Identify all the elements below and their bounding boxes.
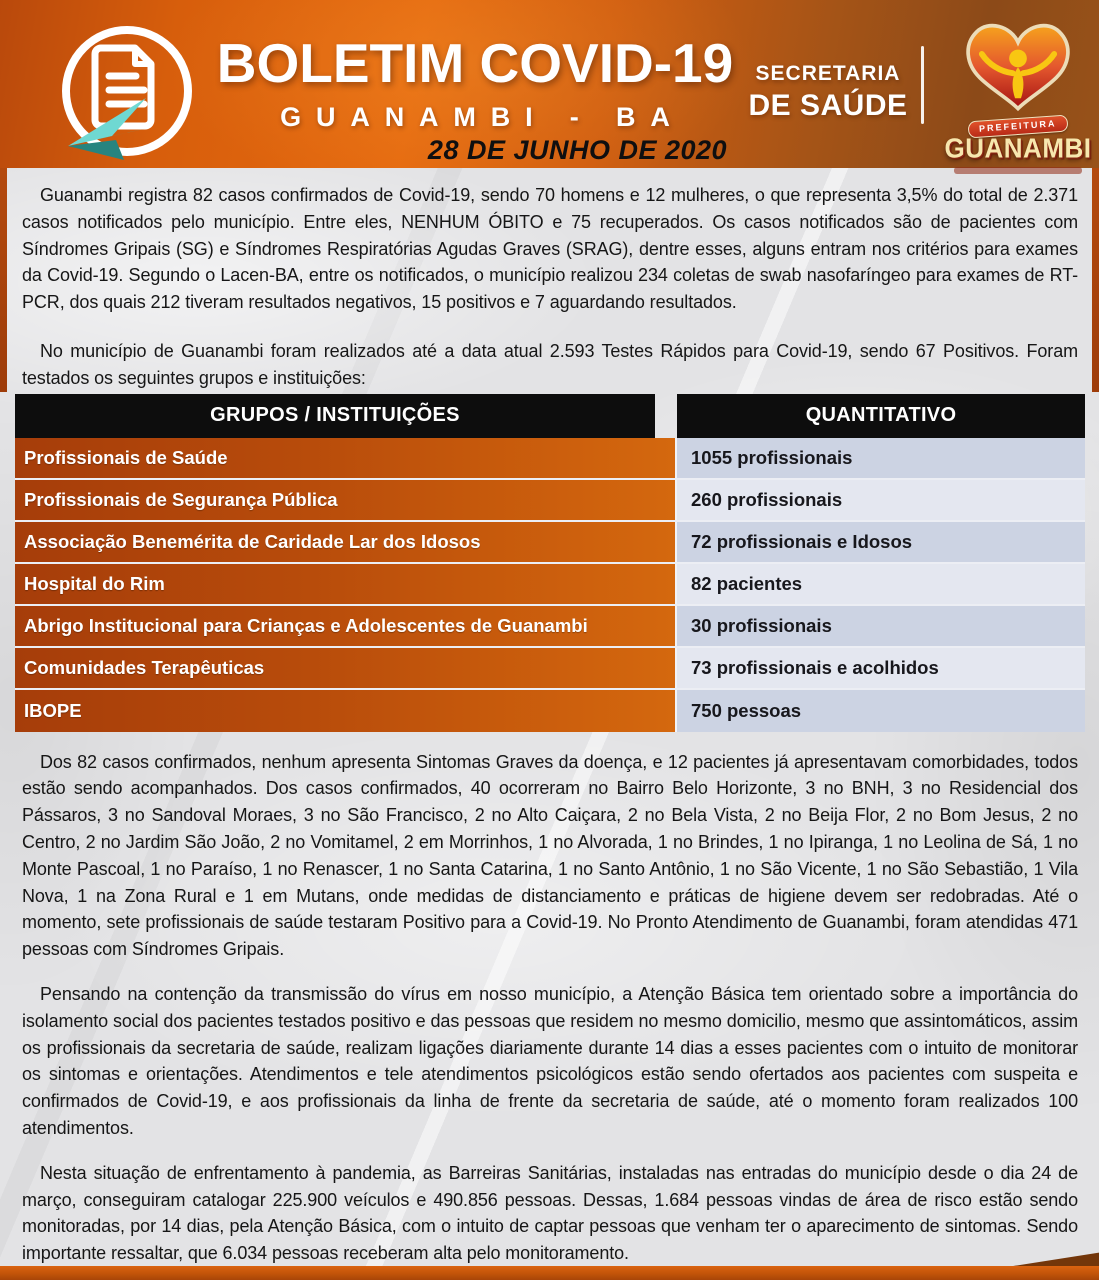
paragraph-rapid-tests: No município de Guanambi foram realizados até a data atual 2.593 Testes Rápidos para Covid-19, sendo 67 Positivos. Foram testados os seguintes grupos e instituições:: [22, 340, 1078, 388]
table-header-gap: [655, 394, 677, 438]
header-divider: [921, 46, 924, 124]
table-cell-quantity: 72 profissionais e Idosos: [677, 522, 1085, 562]
table-header-groups: GRUPOS / INSTITUIÇÕES: [15, 394, 655, 438]
table-body: [15, 438, 1085, 732]
table-cell-group: Profissionais de Segurança Pública: [15, 480, 677, 520]
table-header-row: [15, 394, 1085, 438]
bulletin-subtitle: GUANAMBI - BA: [280, 102, 685, 132]
table-cell-group: IBOPE: [15, 690, 677, 732]
table-row: [15, 690, 1085, 732]
table-row: [15, 648, 1085, 690]
table-cell-quantity: 260 profissionais: [677, 480, 1085, 520]
table-row: [15, 438, 1085, 480]
paragraph-neighborhoods: Dos 82 casos confirmados, nenhum apresenta Sintomas Graves da doença, e 12 pacientes já apresentavam comorbidades, todos estão sendo acompanhados. Dos casos confirmados, 40 ocorreram no Bairro Belo Horizonte, 3 no BNH, 3 no Residencial dos Pássaros, 3 no Sandoval Moraes, 3 no São Francisco, 2 no Alto Caiçara, 2 no Bela Vista, 2 no Beija Flor, 2 no Bom Jesus, 2 no Centro, 2 no Jardim São João, 2 no Vomitamel, 2 em Morrinhos, 1 no Alvorada, 1 no Brindes, 1 no Ipiranga, 1 no Leolina de Sá, 1 no Monte Pascoal, 1 no Paraíso, 1 no Renascer, 1 no Santa Catarina, 1 no Santo Antônio, 1 no São Vicente, 1 no São Sebastião, 1 Vila Nova, 1 na Zona Rural e 1 em Mutans, onde medidas de distanciamento e práticas de higiene devem ser redobradas. Até o momento, sete profissionais de saúde testaram Positivo para a Covid-19. No Pronto Atendimento de Guanambi, foram atendidas 471 pessoas com Síndromes Gripais.: [22, 751, 1078, 960]
table-cell-group: Abrigo Institucional para Crianças e Adolescentes de Guanambi: [15, 606, 677, 646]
table-cell-group: Associação Benemérita de Caridade Lar dos Idosos: [15, 522, 677, 562]
testing-table: [15, 394, 1085, 732]
bulletin-body: [0, 168, 1099, 1267]
department-line1: SECRETARIA: [755, 62, 901, 85]
department-line2: DE SAÚDE: [748, 89, 908, 122]
heart-icon: [959, 20, 1077, 116]
title-block: [208, 32, 742, 133]
table-cell-group: Comunidades Terapêuticas: [15, 648, 677, 688]
header-banner: [0, 0, 1099, 168]
report-date: 28 DE JUNHO DE 2020: [427, 135, 728, 165]
table-cell-group: Profissionais de Saúde: [15, 438, 677, 478]
paragraph-monitoring: Pensando na contenção da transmissão do vírus em nosso município, a Atenção Básica tem orientado sobre a importância do isolamento social dos pacientes testados positivo e das pessoas que residem no mesmo domicilio, mesmo que assintomáticos, assim os profissionais da secretaria de saúde, realizam ligações diariamente durante 14 dias a esses pacientes com o intuito de monitorar os sintomas e orientações. Atendimentos e tele atendimentos psicológicos estão sendo ofertados aos pacientes com suspeita e confirmados de Covid-19, e aos profissionais da linha de frente da secretaria de saúde, até o momento foram realizados 100 atendimentos.: [22, 983, 1078, 1138]
prefecture-banner-label: PREFEITURA: [968, 115, 1068, 139]
prefecture-city-label: GUANAMBI: [944, 132, 1092, 164]
table-row: [15, 480, 1085, 522]
bulletin-title: BOLETIM COVID-19: [216, 32, 734, 94]
table-header-quantity: QUANTITATIVO: [677, 394, 1085, 438]
footer-bar: [0, 1266, 1099, 1280]
table-row: [15, 564, 1085, 606]
table-cell-quantity: 750 pessoas: [677, 690, 1085, 732]
table-row: [15, 606, 1085, 648]
table-cell-quantity: 73 profissionais e acolhidos: [677, 648, 1085, 688]
table-cell-quantity: 1055 profissionais: [677, 438, 1085, 478]
table-cell-quantity: 82 pacientes: [677, 564, 1085, 604]
table-cell-quantity: 30 profissionais: [677, 606, 1085, 646]
table-cell-group: Hospital do Rim: [15, 564, 677, 604]
paragraph-case-summary: Guanambi registra 82 casos confirmados de Covid-19, sendo 70 homens e 12 mulheres, o que representa 3,5% do total de 2.371 casos notificados pelo município. Entre eles, NENHUM ÓBITO e 75 recuperados. Os casos notificados são de pacientes com Síndromes Gripais (SG) e Síndromes Respiratórias Agudas Graves (SRAG), dentre esses, alguns entram nos critérios para exames da Covid-19. Segundo o Lacen-BA, entre os notificados, o município realizou 234 coletas de swab nasofaríngeo para exames de RT-PCR, dos quais 212 tiveram resultados negativos, 15 positivos e 7 aguardando resultados.: [22, 185, 1078, 313]
paragraph-sanitary-barriers: Nesta situação de enfrentamento à pandemia, as Barreiras Sanitárias, instaladas nas entradas do município desde o dia 24 de março, conseguiram catalogar 225.900 veículos e 490.856 pessoas. Dessas, 1.684 pessoas vindas de área de risco estão sendo monitoradas, por 14 dias, pela Atenção Básica, com o intuito de captar pessoas que venham ter o aparecimento de sintomas. Sendo importante ressaltar, que 6.034 pessoas receberam alta pelo monitoramento.: [22, 1162, 1078, 1264]
department-name: [742, 62, 914, 123]
table-row: [15, 522, 1085, 564]
prefecture-logo: [942, 20, 1094, 174]
